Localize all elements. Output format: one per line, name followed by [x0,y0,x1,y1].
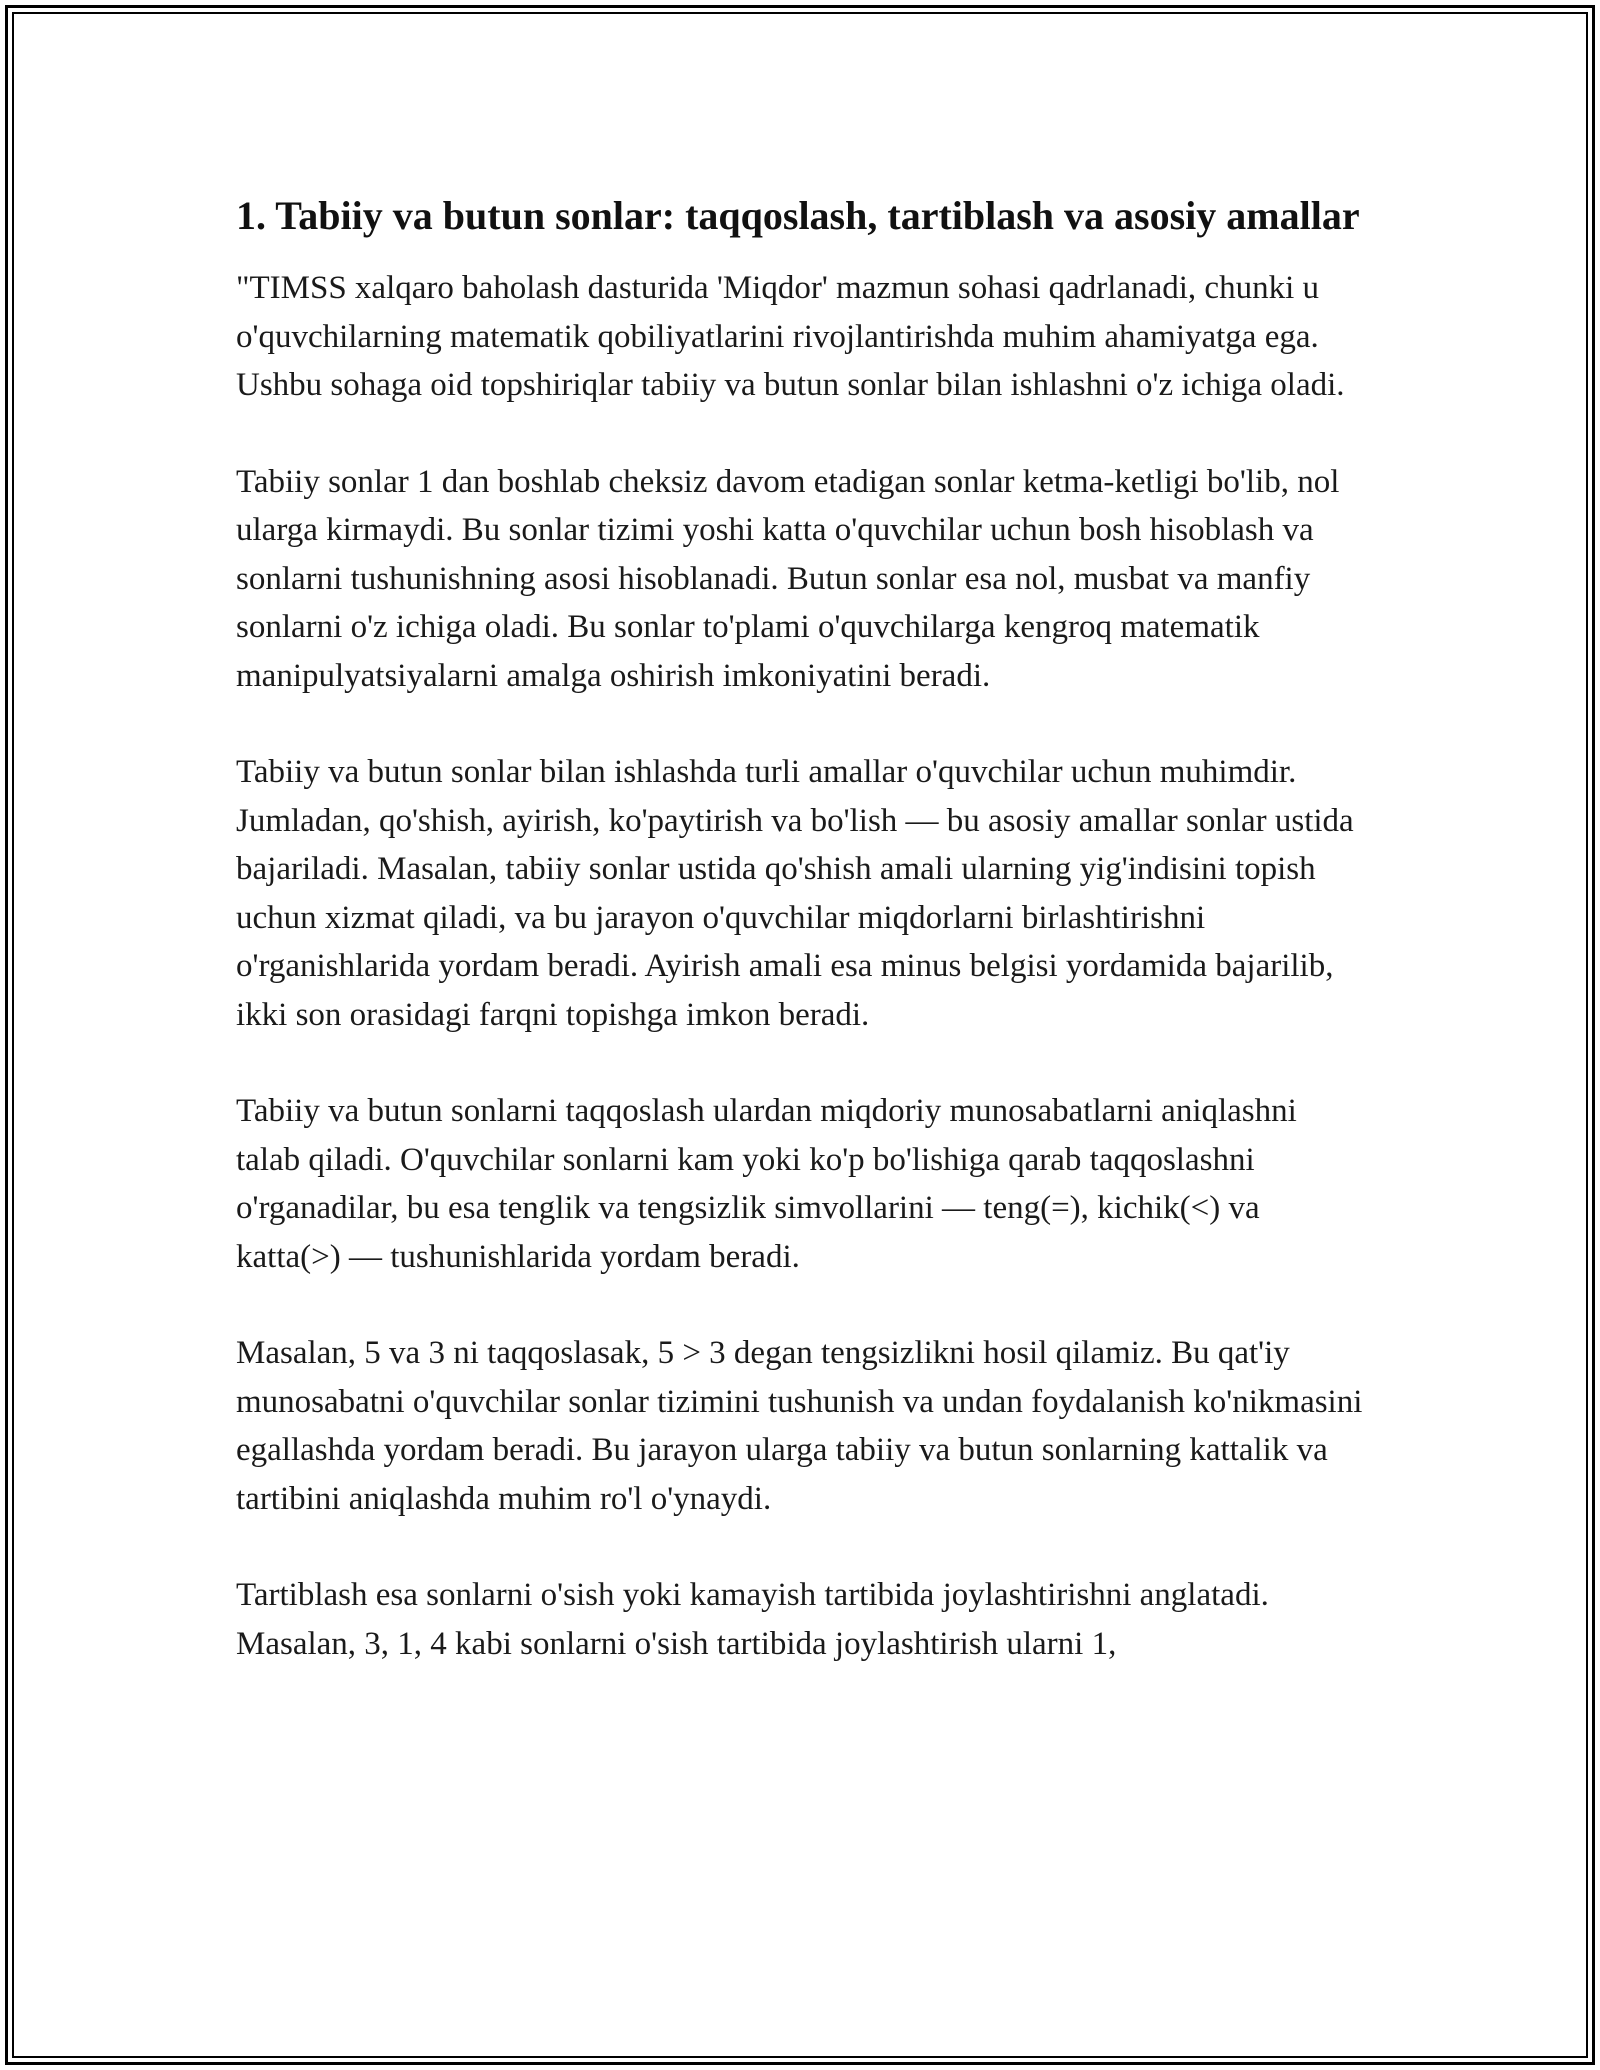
paragraph-example: Masalan, 5 va 3 ni taqqoslasak, 5 > 3 degan tengsizlikni hosil qilamiz. Bu qat'iy munosabatni o'quvchilar sonlar tizimini tushunish va undan foydalanish ko'nikmasini egallashda yordam beradi. Bu jarayon ularga tabiiy va butun sonlarning kattalik va tartibini aniqlashda muhim ro'l o'ynaydi. [236,1335,1363,1517]
section-heading: 1. Tabiiy va butun sonlar: taqqoslash, tartiblash va asosiy amallar [236,193,1360,238]
paragraph-ordering: Tartiblash esa sonlarni o'sish yoki kamayish tartibida joylashtirishni anglatadi. Masalan, 3, 1, 4 kabi sonlarni o'sish tartibida joylashtirish ularni 1, [236,1577,1269,1662]
paragraph-operations: Tabiiy va butun sonlar bilan ishlashda turli amallar o'quvchilar uchun muhimdir. Jumladan, qo'shish, ayirish, ko'paytirish va bo'lish — bu asosiy amallar sonlar ustida bajariladi. Masalan, tabiiy sonlar ustida qo'shish amali ularning yig'indisini topish uchun xizmat qiladi, va bu jarayon o'quvchilar miqdorlarni birlashtirishni o'rganishlarida yordam beradi. Ayirish amali esa minus belgisi yordamida bajarilib, ikki son orasidagi farqni topishga imkon beradi. [236,754,1354,1033]
paragraph-natural-integers: Tabiiy sonlar 1 dan boshlab cheksiz davom etadigan sonlar ketma-ketligi bo'lib, nol ularga kirmaydi. Bu sonlar tizimi yoshi katta o'quvchilar uchun bosh hisoblash va sonlarni tushunishning asosi hisoblanadi. Butun sonlar esa nol, musbat va manfiy sonlarni o'z ichiga oladi. Bu sonlar to'plami o'quvchilarga kengroq matematik manipulyatsiyalarni amalga oshirish imkoniyatini beradi. [236,463,1340,694]
paragraph-comparison: Tabiiy va butun sonlarni taqqoslash ulardan miqdoriy munosabatlarni aniqlashni talab qiladi. O'quvchilar sonlarni kam yoki ko'p bo'lishiga qarab taqqoslashni o'rganadilar, bu esa tenglik va tengsizlik simvollarini — teng(=), kichik(<) va katta(>) — tushunishlarida yordam beradi. [236,1093,1297,1275]
document-body [236,188,1368,1716]
paragraph-timss-intro: "TIMSS xalqaro baholash dasturida 'Miqdor' mazmun sohasi qadrlanadi, chunki u o'quvchilarning matematik qobiliyatlarini rivojlantirishda muhim ahamiyatga ega. Ushbu sohaga oid topshiriqlar tabiiy va butun sonlar bilan ishlashni o'z ichiga oladi. [236,270,1345,403]
